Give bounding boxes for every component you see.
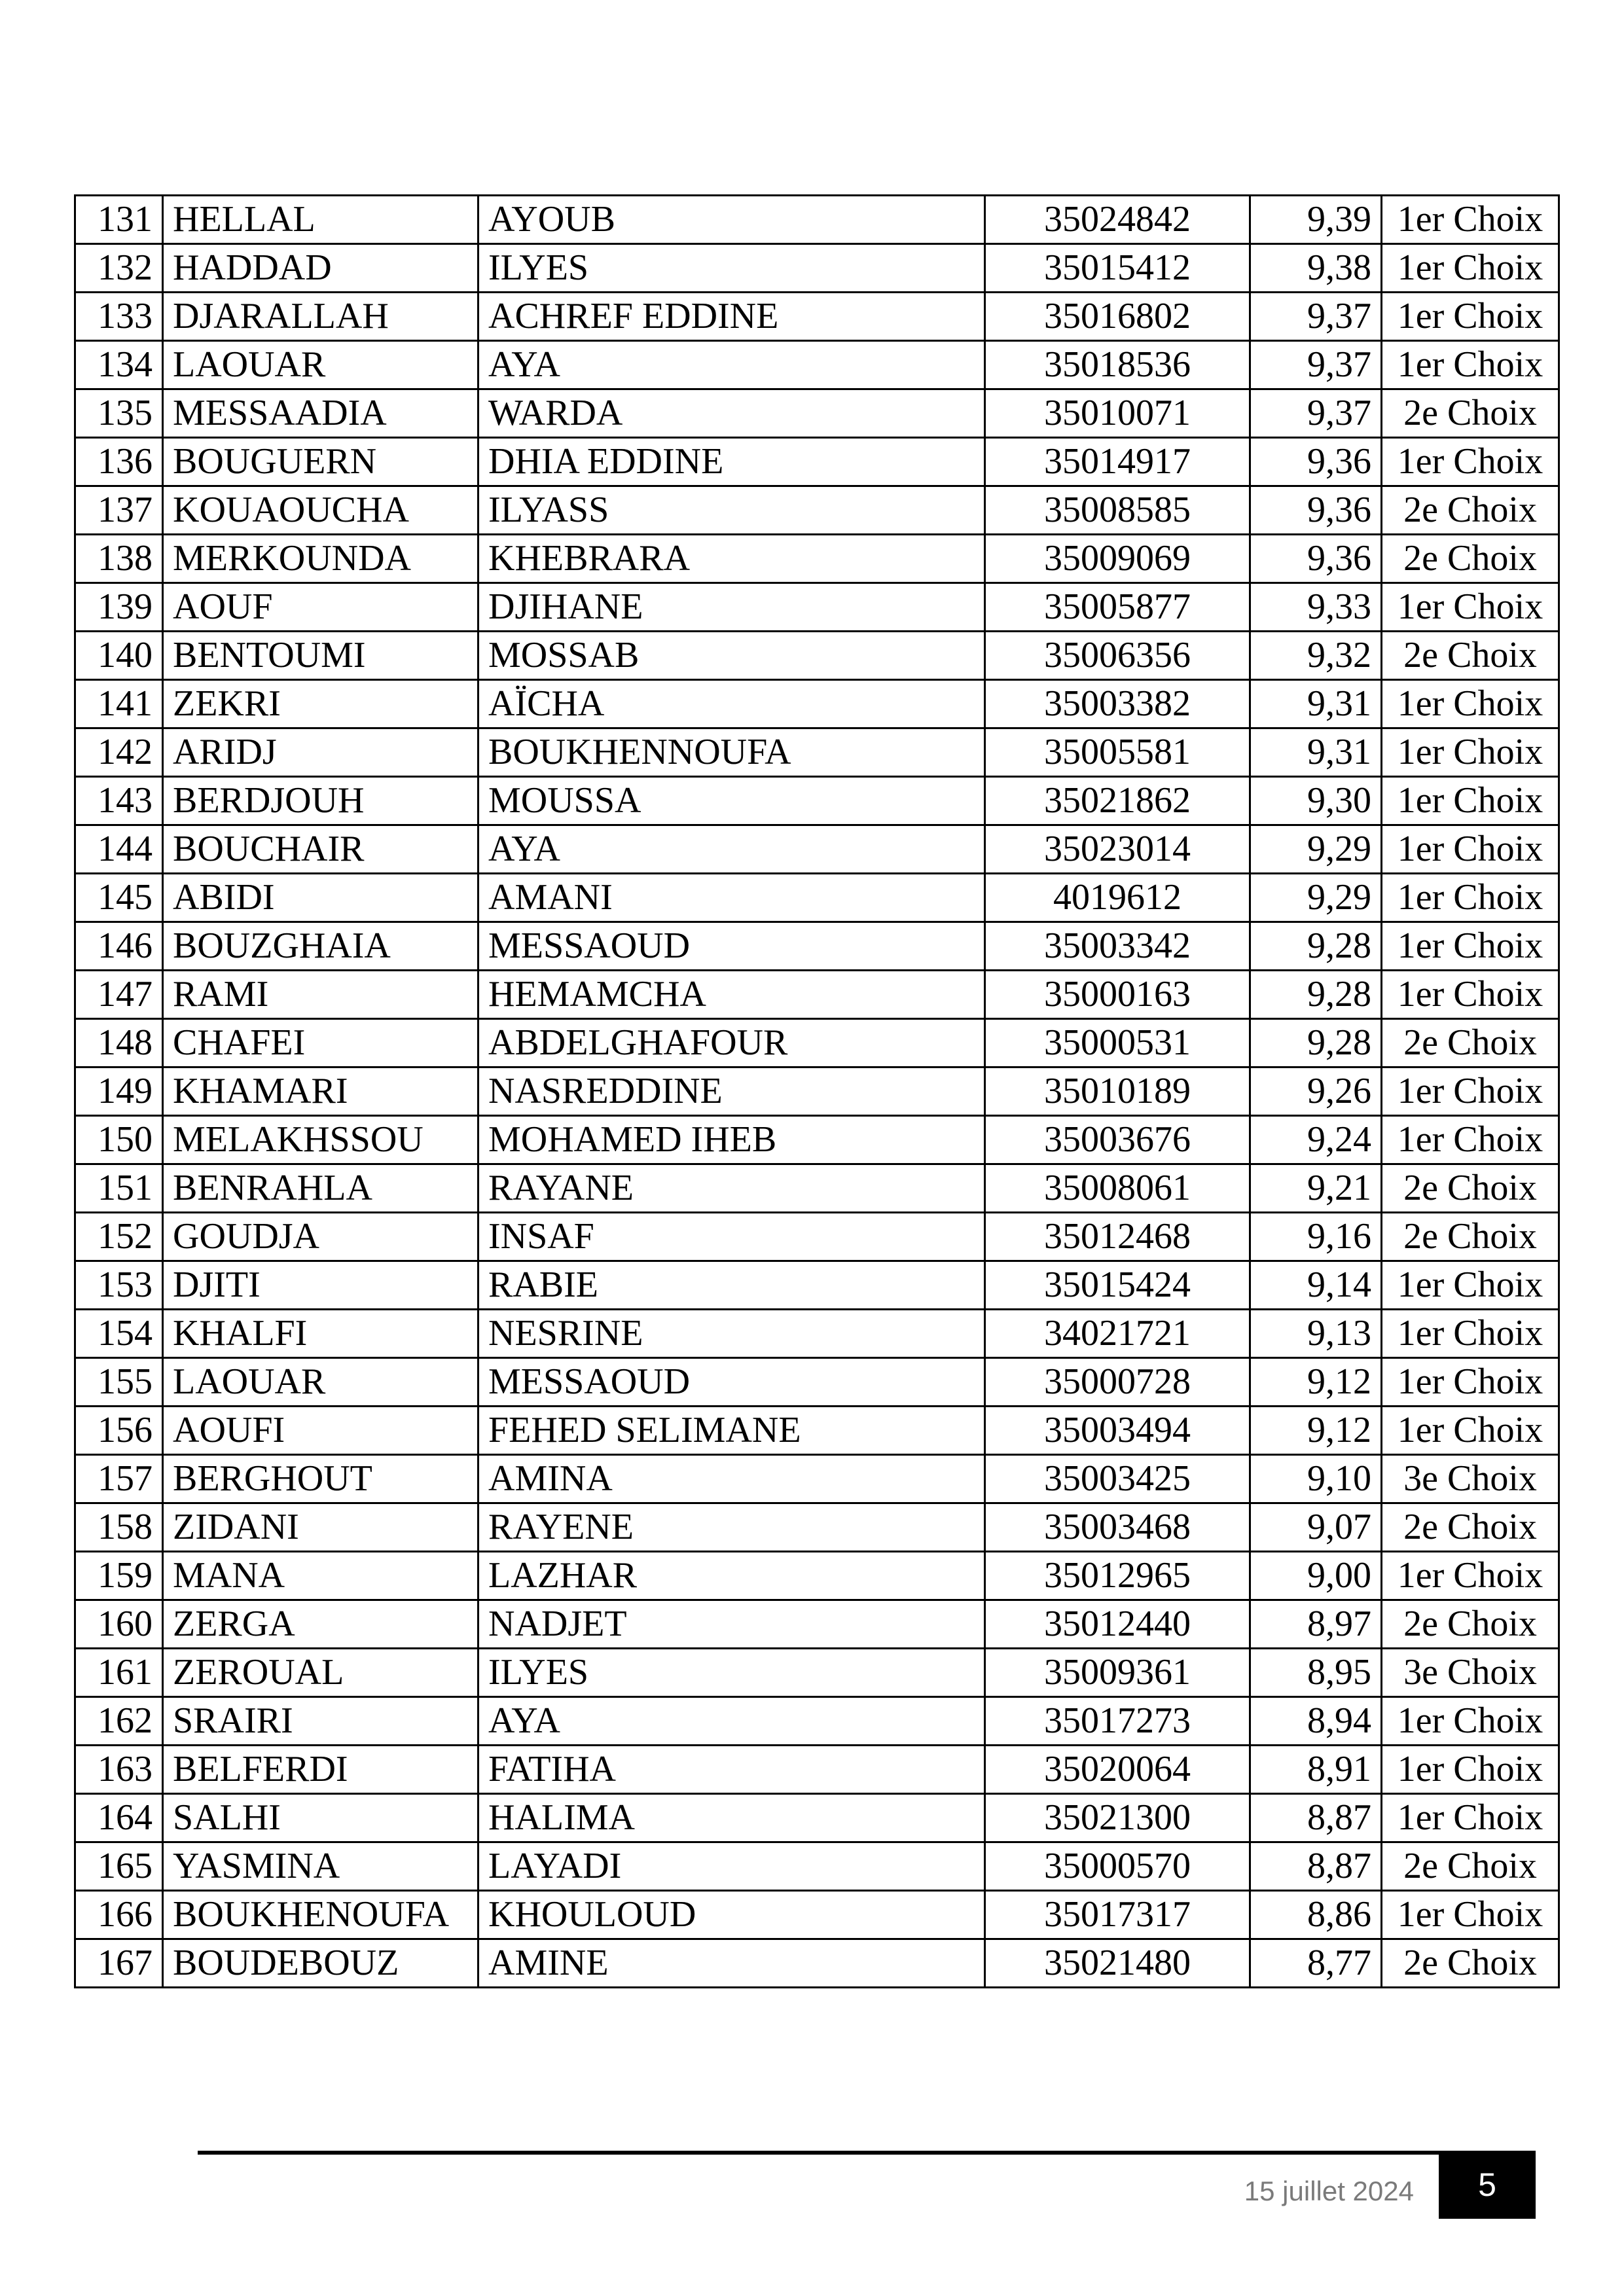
table-row: [75, 777, 1559, 825]
table-row: [75, 632, 1559, 680]
rank-cell: 149: [75, 1067, 163, 1116]
average-score-cell: 8,94: [1250, 1697, 1382, 1746]
registration-number-cell: 35003425: [985, 1455, 1250, 1503]
last-name-cell: BOUCHAIR: [163, 825, 478, 874]
average-score-cell: 9,21: [1250, 1164, 1382, 1213]
first-name-cell: AYA: [478, 825, 985, 874]
average-score-cell: 8,87: [1250, 1794, 1382, 1842]
last-name-cell: BOUGUERN: [163, 438, 478, 486]
last-name-cell: BOUKHENOUFA: [163, 1891, 478, 1939]
first-name-cell: ILYASS: [478, 486, 985, 535]
choice-cell: 2e Choix: [1382, 632, 1559, 680]
registration-number-cell: 35003342: [985, 922, 1250, 971]
table-row: [75, 1600, 1559, 1649]
last-name-cell: BENTOUMI: [163, 632, 478, 680]
last-name-cell: DJITI: [163, 1261, 478, 1310]
choice-cell: 3e Choix: [1382, 1455, 1559, 1503]
first-name-cell: DJIHANE: [478, 583, 985, 632]
last-name-cell: HADDAD: [163, 244, 478, 293]
average-score-cell: 9,36: [1250, 535, 1382, 583]
last-name-cell: SRAIRI: [163, 1697, 478, 1746]
last-name-cell: MESSAADIA: [163, 389, 478, 438]
registration-number-cell: 35005581: [985, 728, 1250, 777]
table-row: [75, 825, 1559, 874]
rank-cell: 152: [75, 1213, 163, 1261]
choice-cell: 1er Choix: [1382, 825, 1559, 874]
first-name-cell: AMANI: [478, 874, 985, 922]
average-score-cell: 9,14: [1250, 1261, 1382, 1310]
rank-cell: 159: [75, 1552, 163, 1600]
registration-number-cell: 35009069: [985, 535, 1250, 583]
first-name-cell: MESSAOUD: [478, 1358, 985, 1407]
choice-cell: 1er Choix: [1382, 1552, 1559, 1600]
registration-number-cell: 35021480: [985, 1939, 1250, 1988]
table-row: [75, 196, 1559, 244]
rank-cell: 142: [75, 728, 163, 777]
first-name-cell: ILYES: [478, 244, 985, 293]
first-name-cell: HALIMA: [478, 1794, 985, 1842]
first-name-cell: AÏCHA: [478, 680, 985, 728]
registration-number-cell: 35003494: [985, 1407, 1250, 1455]
last-name-cell: BOUDEBOUZ: [163, 1939, 478, 1988]
choice-cell: 2e Choix: [1382, 1503, 1559, 1552]
table-row: [75, 1939, 1559, 1988]
choice-cell: 2e Choix: [1382, 1164, 1559, 1213]
rank-cell: 165: [75, 1842, 163, 1891]
rank-cell: 132: [75, 244, 163, 293]
choice-cell: 1er Choix: [1382, 922, 1559, 971]
average-score-cell: 9,10: [1250, 1455, 1382, 1503]
choice-cell: 1er Choix: [1382, 341, 1559, 389]
rank-cell: 163: [75, 1746, 163, 1794]
average-score-cell: 9,31: [1250, 728, 1382, 777]
rank-cell: 153: [75, 1261, 163, 1310]
average-score-cell: 9,33: [1250, 583, 1382, 632]
last-name-cell: BERDJOUH: [163, 777, 478, 825]
choice-cell: 1er Choix: [1382, 1891, 1559, 1939]
registration-number-cell: 35010071: [985, 389, 1250, 438]
average-score-cell: 9,38: [1250, 244, 1382, 293]
choice-cell: 1er Choix: [1382, 1697, 1559, 1746]
table-row: [75, 1358, 1559, 1407]
last-name-cell: ZERGA: [163, 1600, 478, 1649]
average-score-cell: 9,28: [1250, 1019, 1382, 1067]
table-row: [75, 922, 1559, 971]
registration-number-cell: 35000728: [985, 1358, 1250, 1407]
average-score-cell: 9,13: [1250, 1310, 1382, 1358]
choice-cell: 1er Choix: [1382, 1261, 1559, 1310]
last-name-cell: KHALFI: [163, 1310, 478, 1358]
average-score-cell: 8,97: [1250, 1600, 1382, 1649]
rank-cell: 160: [75, 1600, 163, 1649]
choice-cell: 1er Choix: [1382, 1116, 1559, 1164]
registration-number-cell: 35010189: [985, 1067, 1250, 1116]
average-score-cell: 9,30: [1250, 777, 1382, 825]
rank-cell: 134: [75, 341, 163, 389]
registration-number-cell: 4019612: [985, 874, 1250, 922]
registration-number-cell: 35006356: [985, 632, 1250, 680]
last-name-cell: BOUZGHAIA: [163, 922, 478, 971]
first-name-cell: HEMAMCHA: [478, 971, 985, 1019]
registration-number-cell: 35012468: [985, 1213, 1250, 1261]
first-name-cell: FATIHA: [478, 1746, 985, 1794]
results-table: [74, 194, 1560, 1988]
registration-number-cell: 35017273: [985, 1697, 1250, 1746]
choice-cell: 2e Choix: [1382, 535, 1559, 583]
first-name-cell: LAZHAR: [478, 1552, 985, 1600]
registration-number-cell: 34021721: [985, 1310, 1250, 1358]
first-name-cell: MOUSSA: [478, 777, 985, 825]
choice-cell: 1er Choix: [1382, 196, 1559, 244]
average-score-cell: 9,12: [1250, 1407, 1382, 1455]
first-name-cell: MESSAOUD: [478, 922, 985, 971]
average-score-cell: 8,95: [1250, 1649, 1382, 1697]
average-score-cell: 8,86: [1250, 1891, 1382, 1939]
average-score-cell: 9,29: [1250, 874, 1382, 922]
registration-number-cell: 35020064: [985, 1746, 1250, 1794]
table-row: [75, 874, 1559, 922]
choice-cell: 1er Choix: [1382, 874, 1559, 922]
average-score-cell: 9,24: [1250, 1116, 1382, 1164]
table-row: [75, 389, 1559, 438]
table-row: [75, 1891, 1559, 1939]
last-name-cell: HELLAL: [163, 196, 478, 244]
rank-cell: 166: [75, 1891, 163, 1939]
rank-cell: 148: [75, 1019, 163, 1067]
average-score-cell: 9,16: [1250, 1213, 1382, 1261]
last-name-cell: ARIDJ: [163, 728, 478, 777]
rank-cell: 147: [75, 971, 163, 1019]
average-score-cell: 9,07: [1250, 1503, 1382, 1552]
choice-cell: 2e Choix: [1382, 1600, 1559, 1649]
last-name-cell: AOUF: [163, 583, 478, 632]
table-row: [75, 583, 1559, 632]
average-score-cell: 9,36: [1250, 438, 1382, 486]
rank-cell: 137: [75, 486, 163, 535]
table-row: [75, 1697, 1559, 1746]
first-name-cell: AYOUB: [478, 196, 985, 244]
table-row: [75, 728, 1559, 777]
table-row: [75, 1649, 1559, 1697]
rank-cell: 145: [75, 874, 163, 922]
first-name-cell: NADJET: [478, 1600, 985, 1649]
footer-rule: [198, 2151, 1439, 2155]
average-score-cell: 9,28: [1250, 971, 1382, 1019]
registration-number-cell: 35024842: [985, 196, 1250, 244]
rank-cell: 131: [75, 196, 163, 244]
choice-cell: 1er Choix: [1382, 1067, 1559, 1116]
registration-number-cell: 35003382: [985, 680, 1250, 728]
choice-cell: 2e Choix: [1382, 1019, 1559, 1067]
choice-cell: 1er Choix: [1382, 1407, 1559, 1455]
average-score-cell: 9,36: [1250, 486, 1382, 535]
rank-cell: 158: [75, 1503, 163, 1552]
average-score-cell: 9,37: [1250, 341, 1382, 389]
table-row: [75, 971, 1559, 1019]
last-name-cell: KHAMARI: [163, 1067, 478, 1116]
first-name-cell: ACHREF EDDINE: [478, 293, 985, 341]
last-name-cell: BERGHOUT: [163, 1455, 478, 1503]
choice-cell: 1er Choix: [1382, 1794, 1559, 1842]
first-name-cell: AMINA: [478, 1455, 985, 1503]
choice-cell: 1er Choix: [1382, 680, 1559, 728]
average-score-cell: 9,39: [1250, 196, 1382, 244]
table-row: [75, 1455, 1559, 1503]
rank-cell: 151: [75, 1164, 163, 1213]
average-score-cell: 9,32: [1250, 632, 1382, 680]
registration-number-cell: 35021862: [985, 777, 1250, 825]
last-name-cell: LAOUAR: [163, 341, 478, 389]
average-score-cell: 8,77: [1250, 1939, 1382, 1988]
registration-number-cell: 35018536: [985, 341, 1250, 389]
choice-cell: 2e Choix: [1382, 1939, 1559, 1988]
first-name-cell: NESRINE: [478, 1310, 985, 1358]
registration-number-cell: 35000163: [985, 971, 1250, 1019]
last-name-cell: MELAKHSSOU: [163, 1116, 478, 1164]
first-name-cell: RAYENE: [478, 1503, 985, 1552]
rank-cell: 164: [75, 1794, 163, 1842]
rank-cell: 155: [75, 1358, 163, 1407]
first-name-cell: KHOULOUD: [478, 1891, 985, 1939]
rank-cell: 162: [75, 1697, 163, 1746]
last-name-cell: CHAFEI: [163, 1019, 478, 1067]
last-name-cell: MANA: [163, 1552, 478, 1600]
rank-cell: 143: [75, 777, 163, 825]
registration-number-cell: 35023014: [985, 825, 1250, 874]
first-name-cell: FEHED SELIMANE: [478, 1407, 985, 1455]
first-name-cell: RABIE: [478, 1261, 985, 1310]
table-row: [75, 438, 1559, 486]
rank-cell: 154: [75, 1310, 163, 1358]
rank-cell: 136: [75, 438, 163, 486]
table-row: [75, 486, 1559, 535]
registration-number-cell: 35021300: [985, 1794, 1250, 1842]
registration-number-cell: 35017317: [985, 1891, 1250, 1939]
last-name-cell: ZEROUAL: [163, 1649, 478, 1697]
first-name-cell: MOHAMED IHEB: [478, 1116, 985, 1164]
choice-cell: 2e Choix: [1382, 1213, 1559, 1261]
table-row: [75, 1746, 1559, 1794]
first-name-cell: NASREDDINE: [478, 1067, 985, 1116]
rank-cell: 144: [75, 825, 163, 874]
rank-cell: 135: [75, 389, 163, 438]
average-score-cell: 9,26: [1250, 1067, 1382, 1116]
choice-cell: 1er Choix: [1382, 1310, 1559, 1358]
table-row: [75, 341, 1559, 389]
choice-cell: 1er Choix: [1382, 728, 1559, 777]
registration-number-cell: 35015412: [985, 244, 1250, 293]
first-name-cell: WARDA: [478, 389, 985, 438]
rank-cell: 157: [75, 1455, 163, 1503]
table-row: [75, 1261, 1559, 1310]
registration-number-cell: 35012440: [985, 1600, 1250, 1649]
table-row: [75, 1407, 1559, 1455]
table-row: [75, 1842, 1559, 1891]
table-row: [75, 293, 1559, 341]
first-name-cell: ILYES: [478, 1649, 985, 1697]
average-score-cell: 9,12: [1250, 1358, 1382, 1407]
choice-cell: 1er Choix: [1382, 1746, 1559, 1794]
table-row: [75, 1552, 1559, 1600]
average-score-cell: 9,37: [1250, 293, 1382, 341]
table-row: [75, 1310, 1559, 1358]
table-row: [75, 1503, 1559, 1552]
first-name-cell: RAYANE: [478, 1164, 985, 1213]
rank-cell: 167: [75, 1939, 163, 1988]
choice-cell: 1er Choix: [1382, 777, 1559, 825]
last-name-cell: BELFERDI: [163, 1746, 478, 1794]
first-name-cell: AMINE: [478, 1939, 985, 1988]
choice-cell: 1er Choix: [1382, 583, 1559, 632]
registration-number-cell: 35008585: [985, 486, 1250, 535]
average-score-cell: 9,37: [1250, 389, 1382, 438]
choice-cell: 2e Choix: [1382, 486, 1559, 535]
registration-number-cell: 35016802: [985, 293, 1250, 341]
page-number: 5: [1439, 2151, 1536, 2219]
results-table-body: [75, 196, 1559, 1988]
average-score-cell: 9,28: [1250, 922, 1382, 971]
first-name-cell: BOUKHENNOUFA: [478, 728, 985, 777]
rank-cell: 138: [75, 535, 163, 583]
first-name-cell: MOSSAB: [478, 632, 985, 680]
choice-cell: 1er Choix: [1382, 244, 1559, 293]
last-name-cell: SALHI: [163, 1794, 478, 1842]
table-row: [75, 1116, 1559, 1164]
first-name-cell: INSAF: [478, 1213, 985, 1261]
first-name-cell: AYA: [478, 341, 985, 389]
first-name-cell: KHEBRARA: [478, 535, 985, 583]
last-name-cell: ZEKRI: [163, 680, 478, 728]
first-name-cell: ABDELGHAFOUR: [478, 1019, 985, 1067]
average-score-cell: 8,91: [1250, 1746, 1382, 1794]
table-row: [75, 1164, 1559, 1213]
rank-cell: 133: [75, 293, 163, 341]
choice-cell: 3e Choix: [1382, 1649, 1559, 1697]
rank-cell: 156: [75, 1407, 163, 1455]
rank-cell: 139: [75, 583, 163, 632]
rank-cell: 140: [75, 632, 163, 680]
registration-number-cell: 35014917: [985, 438, 1250, 486]
table-row: [75, 1794, 1559, 1842]
table-row: [75, 1213, 1559, 1261]
last-name-cell: ZIDANI: [163, 1503, 478, 1552]
last-name-cell: ABIDI: [163, 874, 478, 922]
table-row: [75, 1019, 1559, 1067]
last-name-cell: LAOUAR: [163, 1358, 478, 1407]
average-score-cell: 9,00: [1250, 1552, 1382, 1600]
choice-cell: 1er Choix: [1382, 971, 1559, 1019]
average-score-cell: 8,87: [1250, 1842, 1382, 1891]
choice-cell: 1er Choix: [1382, 293, 1559, 341]
registration-number-cell: 35005877: [985, 583, 1250, 632]
choice-cell: 2e Choix: [1382, 389, 1559, 438]
average-score-cell: 9,29: [1250, 825, 1382, 874]
choice-cell: 1er Choix: [1382, 1358, 1559, 1407]
registration-number-cell: 35012965: [985, 1552, 1250, 1600]
last-name-cell: AOUFI: [163, 1407, 478, 1455]
table-row: [75, 244, 1559, 293]
last-name-cell: DJARALLAH: [163, 293, 478, 341]
last-name-cell: GOUDJA: [163, 1213, 478, 1261]
rank-cell: 146: [75, 922, 163, 971]
registration-number-cell: 35009361: [985, 1649, 1250, 1697]
choice-cell: 2e Choix: [1382, 1842, 1559, 1891]
registration-number-cell: 35000570: [985, 1842, 1250, 1891]
registration-number-cell: 35003676: [985, 1116, 1250, 1164]
last-name-cell: MERKOUNDA: [163, 535, 478, 583]
last-name-cell: KOUAOUCHA: [163, 486, 478, 535]
registration-number-cell: 35000531: [985, 1019, 1250, 1067]
last-name-cell: RAMI: [163, 971, 478, 1019]
registration-number-cell: 35015424: [985, 1261, 1250, 1310]
registration-number-cell: 35003468: [985, 1503, 1250, 1552]
first-name-cell: LAYADI: [478, 1842, 985, 1891]
footer-date: 15 juillet 2024: [1244, 2176, 1414, 2206]
first-name-cell: DHIA EDDINE: [478, 438, 985, 486]
table-row: [75, 1067, 1559, 1116]
rank-cell: 141: [75, 680, 163, 728]
choice-cell: 1er Choix: [1382, 438, 1559, 486]
last-name-cell: BENRAHLA: [163, 1164, 478, 1213]
last-name-cell: YASMINA: [163, 1842, 478, 1891]
first-name-cell: AYA: [478, 1697, 985, 1746]
registration-number-cell: 35008061: [985, 1164, 1250, 1213]
rank-cell: 161: [75, 1649, 163, 1697]
table-row: [75, 680, 1559, 728]
average-score-cell: 9,31: [1250, 680, 1382, 728]
table-row: [75, 535, 1559, 583]
rank-cell: 150: [75, 1116, 163, 1164]
